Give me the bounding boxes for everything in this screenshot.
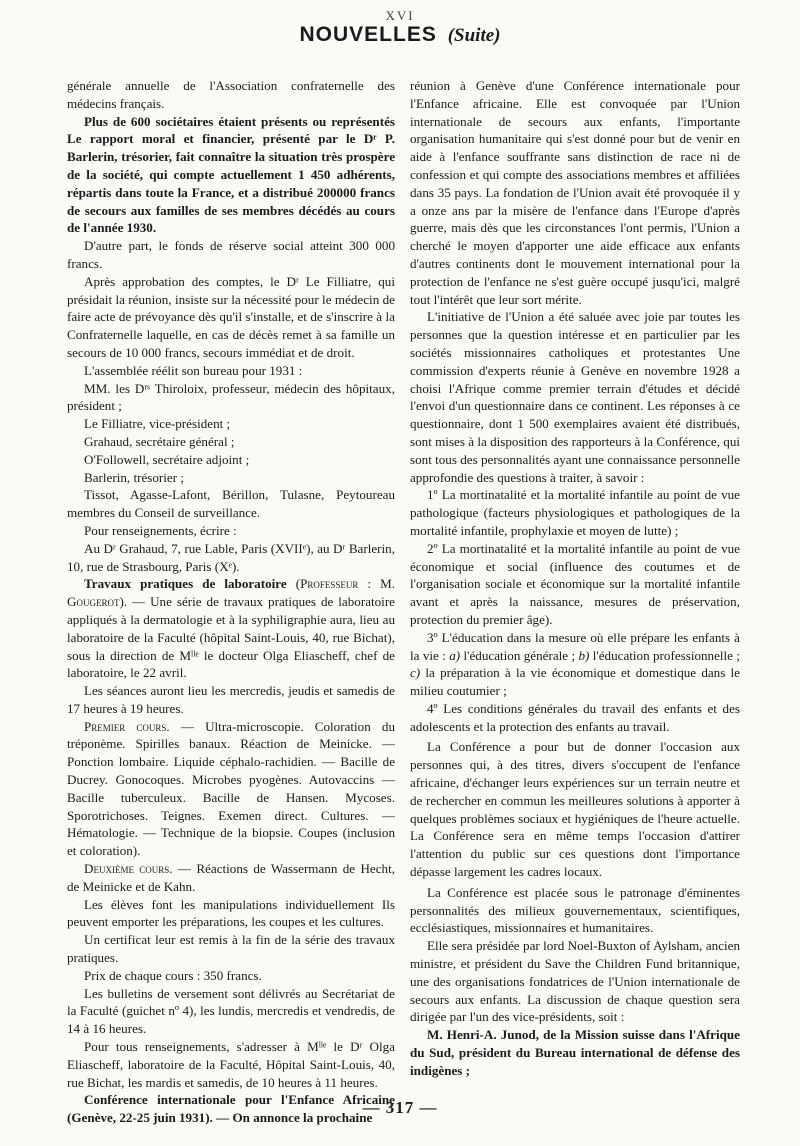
paragraph: Le Filliatre, vice-président ; (84, 416, 231, 432)
paragraph: Un certificat leur est remis à la fin de la série des travaux pratiques. (67, 932, 395, 966)
paragraph: D'autre part, le fonds de réserve social atteint 300 000 francs. (67, 238, 395, 271)
paragraph: Après approbation des comptes, le Dʳ Le Filliatre, qui présidait la réunion, insiste sur la nécessité pour le médecin de faire acte de prévoyance dès qu'il s'installe, et de s'inscrire à la Confraternelle laquelle, en cas de décès remet à sa famille un secours de 10 000 francs, secours immédiat et de droit. (67, 273, 395, 360)
paragraph: Barlerin, trésorier ; (84, 469, 184, 485)
paragraph: Plus de 600 sociétaires étaient présents ou représentés Le rapport moral et financier, présenté par le Dʳ P. Barlerin, trésorier, fait connaître la situation très prospère de la société, qui compte actuellement 1 450 adhérents, répartis dans toute la France, et a distribué 200000 francs de secours aux familles de ses membres décédés au cours de l'année 1930. (67, 113, 395, 236)
heading-travaux-pratiques: Travaux pratiques de laboratoire (84, 576, 287, 592)
paragraph: réunion à Genève d'une Conférence internationale pour l'Enfance africaine. Elle est convoquée par l'Union internationale de secours aux enfants, l'importante organisation humanitaire qui s'est donné pour but de venir en aide à l'enfance souffrante sans distinction de race ni de confession et qui compte des associations membres et affiliées dans 35 pays. La fondation de l'Union avait été provoquée il y a onze ans par la misère de l'enfance dans l'Europe d'après guerre, mais dès que les circonstances l'ont permis, l'Union a cherché le moyen d'apporter une aide efficace aux enfants d'autres continents dont le mouvement international pour la protection de l'enfance ne s'est guère occupé jusqu'ici, malgré tout l'intérêt que leur sort mérite. (410, 78, 740, 307)
section-suite: (Suite) (447, 25, 501, 46)
paragraph-text: 3º L'éducation dans la mesure où elle prépare les enfants à la vie : (410, 629, 740, 663)
paragraph-text: — Une série de travaux pratiques de laboratoire appliqués à la dermatologie et à la syphiligraphie aura, lieu au laboratoire de la Faculté (hôpital Saint-Louis, 40, rue Bichat), sous la direction de Mˡˡᵉ le docteur Olga Eliascheff, chef de laboratoire, le 22 avril. (67, 594, 395, 681)
heading-conference: Conférence internationale pour l'Enfance Africaine (84, 1092, 395, 1108)
premier-cours-label: Premier cours. (84, 718, 170, 734)
paragraph: L'assemblée réélit son bureau pour 1931 : (84, 362, 303, 378)
paragraph: Au Dʳ Grahaud, 7, rue Lable, Paris (XVIIᵉ), au Dʳ Barlerin, 10, rue de Strasbourg, Paris (Xᵉ). (67, 540, 395, 574)
paragraph: Tissot, Agasse-Lafont, Bérillon, Tulasne, Peytoureau membres du Conseil de surveillance. (67, 487, 395, 521)
paragraph: L'initiative de l'Union a été saluée avec joie par toutes les personnes que la question intéresse et en particulier par les sociétés missionnaires catholiques et protestantes Une commission d'experts réunie à Genève en novembre 1928 a choisi l'Afrique comme premier terrain d'études et décidé l'envoi d'un questionnaire dans ce continent. Les réponses à ce questionnaire, dont 1 500 exemplaires avaient été distribués, sont mises à la disposition des rapporteurs à la Conférence, qui sont tous des personnalités ayant une connaissance personnelle approfondie des questions à traiter, à savoir : (410, 309, 740, 485)
paragraph-text: (Genève, 22-25 juin 1931). — On annonce la prochaine (67, 1110, 373, 1126)
paragraph-education (410, 629, 740, 700)
list-marker: c) (410, 665, 421, 681)
paragraph: O'Followell, secrétaire adjoint ; (84, 451, 250, 467)
professeur-note: (Professeur : M. Gougerot). (67, 576, 396, 610)
paragraph: Pour tous renseignements, s'adresser à Mˡˡᵉ le Dʳ Olga Eliascheff, laboratoire de la Faculté, Hôpital Saint-Louis, 40, rue Bichat, les mardis et samedis, de 10 heures à 11 heures. (67, 1039, 395, 1090)
right-column (410, 77, 740, 1080)
roman-page-marker: XVI (385, 8, 415, 23)
paragraph-text: l'éducation générale ; (460, 647, 579, 663)
paragraph-premier-cours (67, 718, 395, 860)
left-column (67, 77, 395, 1127)
paragraph: 4º Les conditions générales du travail des enfants et des adolescents et la protection des enfants au travail. (410, 700, 740, 734)
paragraph-text: la préparation à la vie économique et domestique dans le milieu coutumier ; (410, 665, 740, 699)
paragraph: générale annuelle de l'Association confraternelle des médecins français. (67, 78, 395, 111)
paragraph: Les élèves font les manipulations individuellement Ils peuvent emporter les préparations, les coupes et les cultures. (67, 896, 395, 930)
paragraph-travaux-pratiques (67, 575, 395, 682)
page-number: — 317 — (362, 1098, 438, 1117)
paragraph: Elle sera présidée par lord Noel-Buxton of Aylsham, ancien ministre, et président du Save the Children Fund britannique, une des organisations fondatrices de l'Union internationale de secours aux enfants. La discussion de chaque question sera dirigée par l'un des vice-présidents, soit : (410, 938, 740, 1025)
paragraph: Les bulletins de versement sont délivrés au Secrétariat de la Faculté (guichet nº 4), les lundis, mercredis et vendredis, de 14 à 16 heures. (67, 985, 395, 1037)
paragraph-text: — Réactions de Wassermann de Hecht, de Meinicke et de Kahn. (67, 861, 395, 894)
paragraph: Prix de chaque cours : 350 francs. (84, 967, 262, 983)
paragraph: La Conférence a pour but de donner l'occasion aux personnes qui, à des titres, divers s'occupent de l'enfance africaine, d'échanger leurs expériences sur un terrain neutre et de rechercher en commun les meilleures solutions à apporter à quelques problèmes sociaux et hygiéniques de l'heure actuelle. La Conférence sera en même temps l'occasion d'attirer l'attention du public sur ces questions dont l'importance dépasse largement les cadres locaux. (410, 739, 740, 880)
list-marker: a) (449, 647, 461, 663)
paragraph: 1º La mortinatalité et la mortalité infantile au point de vue pathologique (facteurs physiologiques et pathologiques de la mortalité infantile, prophylaxie et moyen de lutte) ; (410, 487, 740, 538)
paragraph: Les séances auront lieu les mercredis, jeudis et samedis de 17 heures à 19 heures. (67, 683, 395, 716)
paragraph: Grahaud, secrétaire général ; (84, 433, 235, 449)
paragraph: 2º La mortinatalité et la mortalité infantile au point de vue économique et social (influence des coutumes et de l'organisation sociale et économique sur la mortalité infantile avant et après la naissance, mesures de préservation, protection du premier âge). (410, 540, 740, 627)
section-title: NOUVELLES (299, 23, 437, 46)
paragraph-text: l'éducation professionnelle ; (589, 647, 740, 663)
paragraph-text: — Ultra-microscopie. Coloration du tréponème. Spirilles banaux. Réaction de Meinicke. — Ponction lombaire. Liquide céphalo-rachidien. — Bacille de Ducrey. Gonocoques. Microbes pyogènes. Autovaccins — Bacille tuberculeux. Bacille de Hansen. Mycoses. Sporotrichoses. Teignes. Exemen direct. Cultures. — Hématologie. — Technique de la biopsie. Coupes (inclusion et coloration). (67, 718, 395, 859)
paragraph: Pour renseignements, écrire : (84, 522, 237, 538)
deuxieme-cours-label: Deuxième cours. (84, 861, 173, 877)
paragraph: MM. les Dʳˢ Thiroloix, professeur, médecin des hôpitaux, président ; (67, 380, 395, 414)
paragraph: M. Henri-A. Junod, de la Mission suisse dans l'Afrique du Sud, président du Bureau international de défense des indigènes ; (410, 1027, 740, 1078)
paragraph: La Conférence est placée sous le patronage d'éminentes personnalités des milieux gouvernementaux, scientifiques, ecclésiastiques, missionnaires et humanitaires. (410, 884, 740, 936)
section-header (0, 24, 800, 45)
list-marker: b) (578, 647, 590, 663)
paragraph-deuxieme-cours (67, 860, 395, 896)
